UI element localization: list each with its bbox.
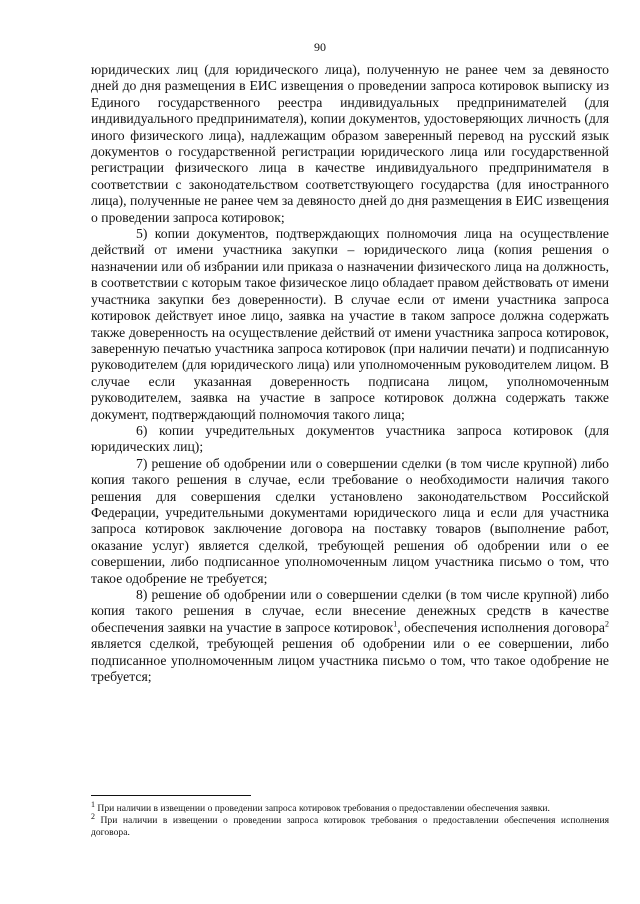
footnote-2 [91, 812, 609, 838]
footnote-mark-2: 2 [91, 812, 95, 822]
footnote-separator [91, 795, 251, 796]
paragraph-item-8-part-3: является сделкой, требующей решения об одобрении или о ее совершении, либо подписанное уполномоченным лицом участника письмо о том, что такое одобрение не требуется; [91, 636, 609, 685]
paragraph-item-8-part-1: 8) решение об одобрении или о совершении сделки (в том числе крупной) либо копия такого решения в случае, если внесение денежных средств в качестве обеспечения заявки на участие в запросе котировок [91, 587, 609, 635]
footnote-1-text: При наличии в извещении о проведении запроса котировок требования о предоставлении обеспечения заявки. [95, 803, 550, 814]
footnote-ref-1: 1 [393, 619, 398, 629]
paragraph-item-7: 7) решение об одобрении или о совершении сделки (в том числе крупной) либо копия такого решения в случае, если требование о необходимости наличия такого решения для совершения сделки установлено законодательством Российской Федерации, учредительными документами юридического лица и если для участника запроса котировок заключение договора на поставку товаров (выполнение работ, оказание услуг) является сделкой, требующей решения об одобрении или о ее совершении, либо подписанное уполномоченным лицом участника письмо о том, что такое одобрение не требуется; [91, 455, 609, 586]
paragraph-item-6: 6) копии учредительных документов участника запроса котировок (для юридических лиц); [91, 422, 609, 455]
paragraph-item-8 [91, 587, 609, 685]
footnotes [91, 799, 609, 839]
footnote-mark-1: 1 [91, 799, 95, 809]
footnote-2-text: При наличии в извещении о проведении запроса котировок требования о предоставлении обеспечения исполнения договора. [91, 815, 609, 838]
body-text [91, 62, 609, 685]
paragraph-item-5: 5) копии документов, подтверждающих полномочия лица на осуществление действий от имени участника закупки – юридического лица (копия решения о назначении или об избрании или приказа о назначении физического лица на должность, в соответствии с которым такое физическое лицо обладает правом действовать от имени участника закупки без доверенности). В случае если от имени участника запроса котировок действует иное лицо, заявка на участие в таком запросе должна содержать также доверенность на осуществление действий от имени участника запроса котировок, заверенную печатью участника запроса котировок (при наличии печати) и подписанную руководителем (для юридического лица) или уполномоченным руководителем лицом. В случае если указанная доверенность подписана лицом, уполномоченным руководителем, заявка на участие в запросе котировок должна содержать также документ, подтверждающий полномочия такого лица; [91, 226, 609, 422]
paragraph-continuation: юридических лиц (для юридического лица), полученную не ранее чем за девяносто дней до дня размещения в ЕИС извещения о проведении запроса котировок выписку из Единого государственного реестра индивидуальных предпринимателей (для индивидуального предпринимателя), копии документов, удостоверяющих личность (для иного физического лица), надлежащим образом заверенный перевод на русский язык документов о государственной регистрации юридического лица или государственной регистрации физического лица в качестве индивидуального предпринимателя в соответствии с законодательством соответствующего государства (для иностранного лица), полученные не ранее чем за девяносто дней до дня размещения в ЕИС извещения о проведении запроса котировок; [91, 62, 609, 225]
footnote-ref-2: 2 [605, 619, 609, 629]
footnote-1 [91, 799, 609, 814]
page-number: 90 [314, 40, 326, 54]
paragraph-item-8-part-2: , обеспечения исполнения договора [397, 619, 605, 635]
